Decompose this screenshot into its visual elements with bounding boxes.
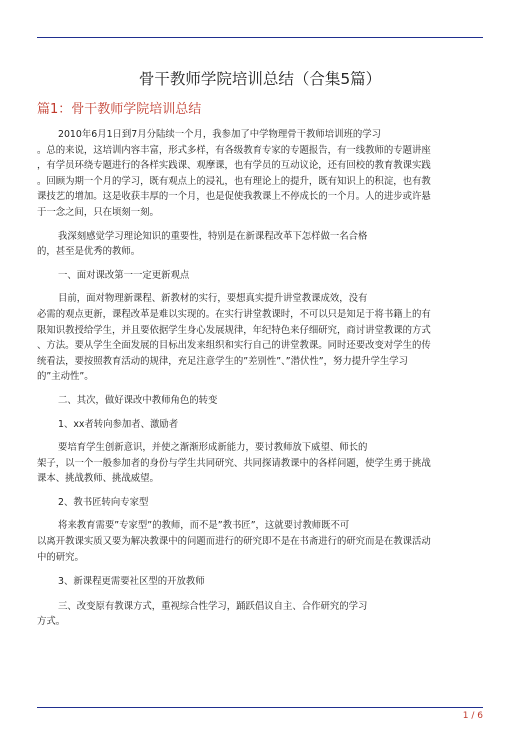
body-line: 的”主动性”。 <box>37 371 94 383</box>
subheading: 3、新课程更需要社区型的开放教师 <box>58 576 205 588</box>
document-title: 骨干教师学院培训总结（合集5篇） <box>138 70 382 88</box>
body-line: ，有学员环绕专题进行的各样实践课、观摩课，也有学员的互动议论，还有回校的教育教课实践 <box>37 160 431 172</box>
body-line: 课本、挑战教师、挑战威望。 <box>37 473 159 485</box>
body-line: 必需的观点更新，课程改革是难以实现的。在实行讲堂教课时，不可以只是知足于将书籍上的有 <box>37 308 431 320</box>
section-heading: 篇1：骨干教师学院培训总结 <box>37 102 202 117</box>
body-line: 、方法。要从学生全面发展的目标出发来组织和实行自己的讲堂教课。同时还要改变对学生的传 <box>37 340 431 352</box>
body-line: 。回顾为期一个月的学习，既有观点上的浸礼，也有理论上的提升，既有知识上的积淀，也有教 <box>37 175 431 187</box>
body-line: 将来教育需要”专家型”的教师，而不是”教书匠”，这就要讨教师既不可 <box>58 520 350 532</box>
subheading: 2、教书匠转向专家型 <box>58 496 149 508</box>
body-line: 三、改变原有教课方式，重视综合性学习，踊跃倡议自主、合作研究的学习 <box>58 600 368 612</box>
subheading: 一、面对课改第一一定更新观点 <box>58 269 190 281</box>
body-line: 我深刻感觉学习理论知识的重要性，特别是在新课程改革下怎样做一名合格 <box>58 230 368 242</box>
body-line: 于一念之间，只在顷刻一刻。 <box>37 206 159 218</box>
body-line: 限知识教授给学生，并且要依据学生身心发展规律，年纪特色来仔细研究，商讨讲堂教课的方式 <box>37 324 431 336</box>
body-line: 课技艺的增加。这是收获丰厚的一个月，也是促使我教课上不停成长的一个月。人的进步或许悬 <box>37 191 431 203</box>
body-line: 中的研究。 <box>37 551 84 563</box>
footer-rule <box>37 707 483 708</box>
body-line: 方式。 <box>37 616 66 628</box>
page-indicator: 1 / 6 <box>462 711 483 721</box>
subheading: 二、其次，做好课改中教师角色的转变 <box>58 394 218 406</box>
subheading: 1、xx者转向参加者、激励者 <box>58 418 179 430</box>
document-body <box>37 127 483 630</box>
body-line: 的，甚至是优秀的教师。 <box>37 246 141 258</box>
body-line: 目前，面对物理新课程、新教材的实行，要想真实提升讲堂教课成效，没有 <box>58 293 368 305</box>
body-line: 统看法，要按照教育活动的规律，充足注意学生的”差别性”、”潜伏性”，努力提升学生学习 <box>37 355 408 367</box>
header-rule <box>37 37 483 38</box>
body-line: 2010年6月1日到7月分陆续一个月，我参加了中学物理骨干教师培训班的学习 <box>58 129 382 140</box>
body-line: 以离开教课实质又要为解决教课中的问题而进行的研究即不是在书斋进行的研究而是在教课活动 <box>37 536 431 548</box>
body-line: 架子，以一个一般参加者的身份与学生共同研究、共同探请教课中的各样问题，使学生勇于挑战 <box>37 457 431 469</box>
body-line: 要培育学生创新意识，并使之渐渐形成新能力，要讨教师放下威望、师长的 <box>58 442 368 454</box>
body-line: 。总的来说，这培训内容丰富，形式多样，有各级教育专家的专题报告，有一线教师的专题讲座 <box>37 144 431 156</box>
